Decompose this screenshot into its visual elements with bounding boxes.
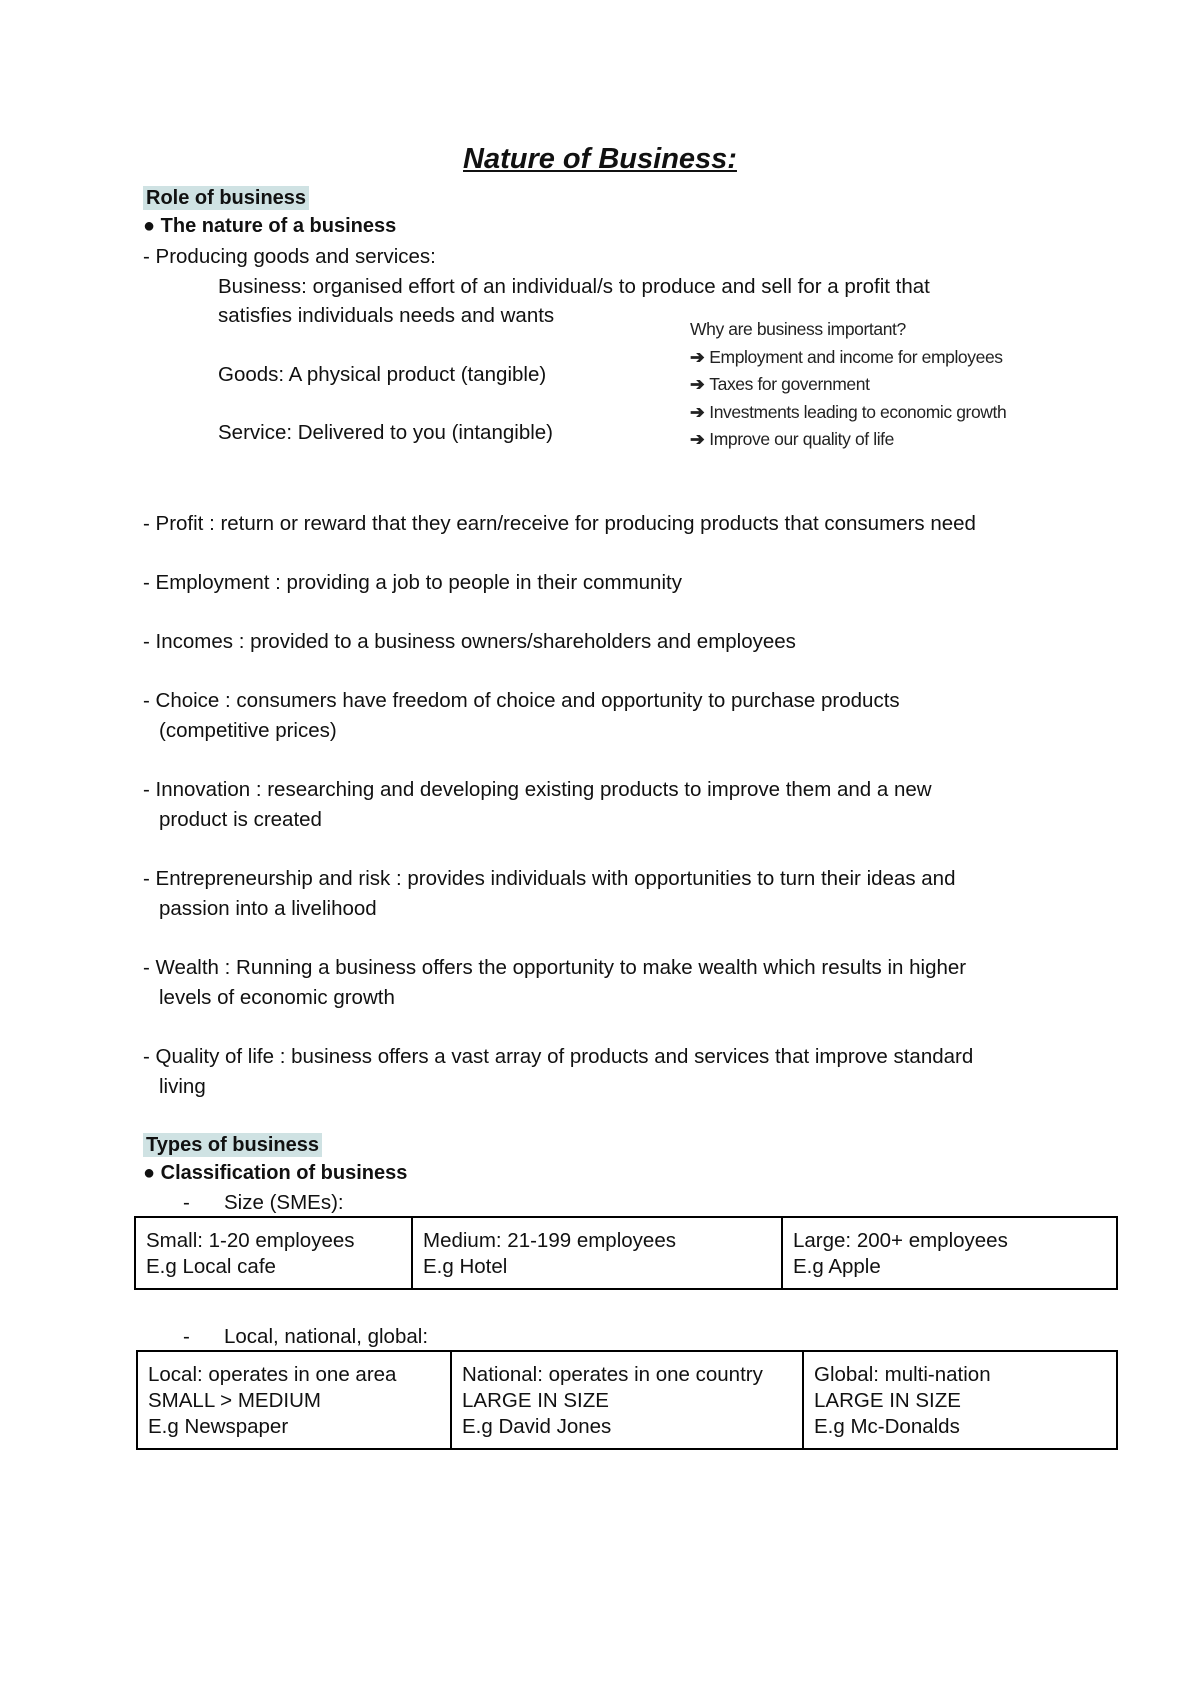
- role-heading-wrap: [143, 183, 309, 213]
- table-cell: Medium: 21-199 employees E.g Hotel: [412, 1217, 782, 1289]
- producing-goods-line: - Producing goods and services:: [143, 245, 436, 268]
- point-choice: - Choice : consumers have freedom of choice and opportunity to purchase products: [143, 689, 900, 712]
- point-innovation-cont: product is created: [159, 808, 322, 831]
- table-row: [137, 1351, 1117, 1449]
- table-cell: Global: multi-nation LARGE IN SIZE E.g Mc-Donalds: [803, 1351, 1117, 1449]
- types-heading-wrap: [143, 1130, 322, 1160]
- arrow-right-icon: ➔: [690, 401, 705, 422]
- service-definition: Service: Delivered to you (intangible): [218, 421, 553, 444]
- table-cell: National: operates in one country LARGE IN SIZE E.g David Jones: [451, 1351, 803, 1449]
- scope-table: [136, 1350, 1118, 1450]
- size-label: - Size (SMEs):: [183, 1191, 344, 1214]
- why-business-important-box: [690, 316, 1006, 454]
- page-title: Nature of Business:: [463, 143, 737, 175]
- bullet-nature-of-business: ● The nature of a business: [143, 215, 397, 237]
- point-choice-cont: (competitive prices): [159, 719, 337, 742]
- scope-label: - Local, national, global:: [183, 1325, 429, 1348]
- aside-item: ➔ Improve our quality of life: [690, 429, 894, 449]
- table-cell: Large: 200+ employees E.g Apple: [782, 1217, 1117, 1289]
- aside-item: ➔ Taxes for government: [690, 374, 870, 394]
- table-cell: Small: 1-20 employees E.g Local cafe: [135, 1217, 412, 1289]
- size-table: [134, 1216, 1118, 1290]
- point-innovation: - Innovation : researching and developing existing products to improve them and a new: [143, 778, 932, 801]
- table-row: [135, 1217, 1117, 1289]
- aside-heading: Why are business important?: [690, 319, 906, 339]
- point-incomes: - Incomes : provided to a business owners/shareholders and employees: [143, 630, 796, 653]
- arrow-right-icon: ➔: [690, 346, 705, 367]
- business-definition: Business: organised effort of an individual/s to produce and sell for a profit that: [218, 275, 930, 298]
- point-wealth-cont: levels of economic growth: [159, 986, 395, 1009]
- bullet-classification: ● Classification of business: [143, 1162, 408, 1184]
- point-quality-of-life: - Quality of life : business offers a vast array of products and services that improve standard: [143, 1045, 974, 1068]
- aside-item: ➔ Employment and income for employees: [690, 346, 1003, 367]
- point-quality-of-life-cont: living: [159, 1075, 206, 1098]
- section-heading-types: Types of business: [143, 1133, 322, 1157]
- point-profit: - Profit : return or reward that they earn/receive for producing products that consumers need: [143, 512, 976, 535]
- point-entrepreneurship: - Entrepreneurship and risk : provides individuals with opportunities to turn their ideas and: [143, 867, 956, 890]
- goods-definition: Goods: A physical product (tangible): [218, 363, 547, 386]
- business-definition-cont: satisfies individuals needs and wants: [218, 304, 555, 327]
- aside-item: ➔ Investments leading to economic growth: [690, 401, 1007, 422]
- point-entrepreneurship-cont: passion into a livelihood: [159, 897, 377, 920]
- point-wealth: - Wealth : Running a business offers the opportunity to make wealth which results in higher: [143, 956, 967, 979]
- arrow-right-icon: ➔: [690, 374, 705, 394]
- arrow-right-icon: ➔: [690, 429, 705, 449]
- point-employment: - Employment : providing a job to people in their community: [143, 571, 682, 594]
- section-heading-role: Role of business: [143, 186, 309, 210]
- table-cell: Local: operates in one area SMALL > MEDIUM E.g Newspaper: [137, 1351, 451, 1449]
